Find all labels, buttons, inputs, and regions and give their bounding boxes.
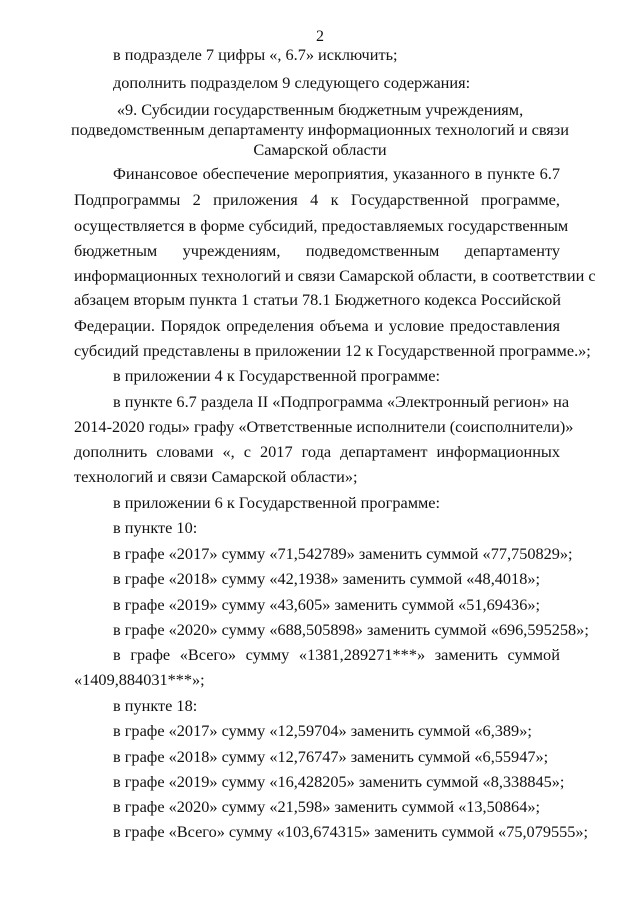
text-line: дополнить словами «, с 2017 года департамент информационных [74, 442, 560, 461]
text-line: в графе «2020» сумму «21,598» заменить суммой «13,50864»; [113, 797, 540, 816]
text-line: в графе «2018» сумму «42,1938» заменить суммой «48,4018»; [113, 569, 540, 588]
text-line: осуществляется в форме субсидий, предоставляемых государственным [74, 216, 569, 235]
word: департаменту [464, 241, 560, 260]
text-line: в графе «2020» сумму «688,505898» заменить суммой «696,595258»; [113, 620, 589, 639]
text-line-justified [74, 241, 560, 261]
text-line: в графе «Всего» сумму «103,674315» заменить суммой «75,079555»; [113, 822, 589, 841]
text-line: в графе «2018» сумму «12,76747» заменить суммой «6,55947»; [113, 747, 549, 766]
word: Подпрограммы [74, 190, 181, 209]
text-line: в графе «2017» сумму «12,59704» заменить суммой «6,389»; [113, 721, 532, 740]
section-heading-line: «9. Субсидии государственным бюджетным учреждениям, [116, 100, 524, 119]
text-line: абзацем вторым пункта 1 статьи 78.1 Бюджетного кодекса Российской [74, 290, 561, 309]
text-line: в графе «2019» сумму «16,428205» заменить суммой «8,338845»; [113, 772, 565, 791]
text-line: «1409,884031***»; [74, 670, 205, 689]
word: заменить [434, 645, 498, 664]
word: Государственной [350, 190, 469, 209]
word: к [330, 190, 339, 209]
word: суммой [507, 645, 560, 664]
word: в [113, 645, 121, 664]
text-line-justified [113, 645, 560, 665]
text-line: Федерации. Порядок определения объема и условие предоставления [74, 316, 560, 335]
word: приложения [213, 190, 298, 209]
word: сумму [245, 645, 290, 664]
text-line: в графе «2019» сумму «43,605» заменить суммой «51,69436»; [113, 595, 540, 614]
text-line: в подразделе 7 цифры «, 6.7» исключить; [113, 45, 398, 64]
word: учреждениям, [182, 241, 281, 260]
word: бюджетным [74, 241, 158, 260]
text-line: Финансовое обеспечение мероприятия, указанного в пункте 6.7 [113, 164, 560, 183]
word: «Всего» [179, 645, 236, 664]
text-line: в графе «2017» сумму «71,542789» заменить суммой «77,750829»; [113, 544, 573, 563]
text-line: дополнить подразделом 9 следующего содержания: [113, 73, 471, 92]
text-line: в приложении 6 к Государственной программе: [113, 493, 441, 512]
text-line: субсидий представлены в приложении 12 к Государственной программе.»; [74, 341, 591, 360]
text-line: в приложении 4 к Государственной программе: [113, 366, 441, 385]
word: подведомственным [305, 241, 440, 260]
word: программе, [481, 190, 560, 209]
text-line: технологий и связи Самарской области»; [74, 467, 358, 486]
text-line: в пункте 6.7 раздела II «Подпрограмма «Электронный регион» на [113, 392, 570, 411]
word: 2 [192, 190, 201, 209]
word: «1381,289271***» [298, 645, 426, 664]
word: 4 [310, 190, 319, 209]
section-heading-line: Самарской области [253, 140, 387, 159]
text-line: в пункте 18: [113, 696, 198, 715]
section-heading-line: подведомственным департаменту информационных технологий и связи [71, 120, 569, 139]
text-line: в пункте 10: [113, 518, 198, 537]
text-line-justified [74, 190, 560, 210]
page-number: 2 [316, 28, 324, 45]
text-line: 2014-2020 годы» графу «Ответственные исполнители (соисполнители)» [74, 417, 574, 436]
word: графе [130, 645, 171, 664]
text-line: информационных технологий и связи Самарской области, в соответствии с [74, 266, 596, 285]
